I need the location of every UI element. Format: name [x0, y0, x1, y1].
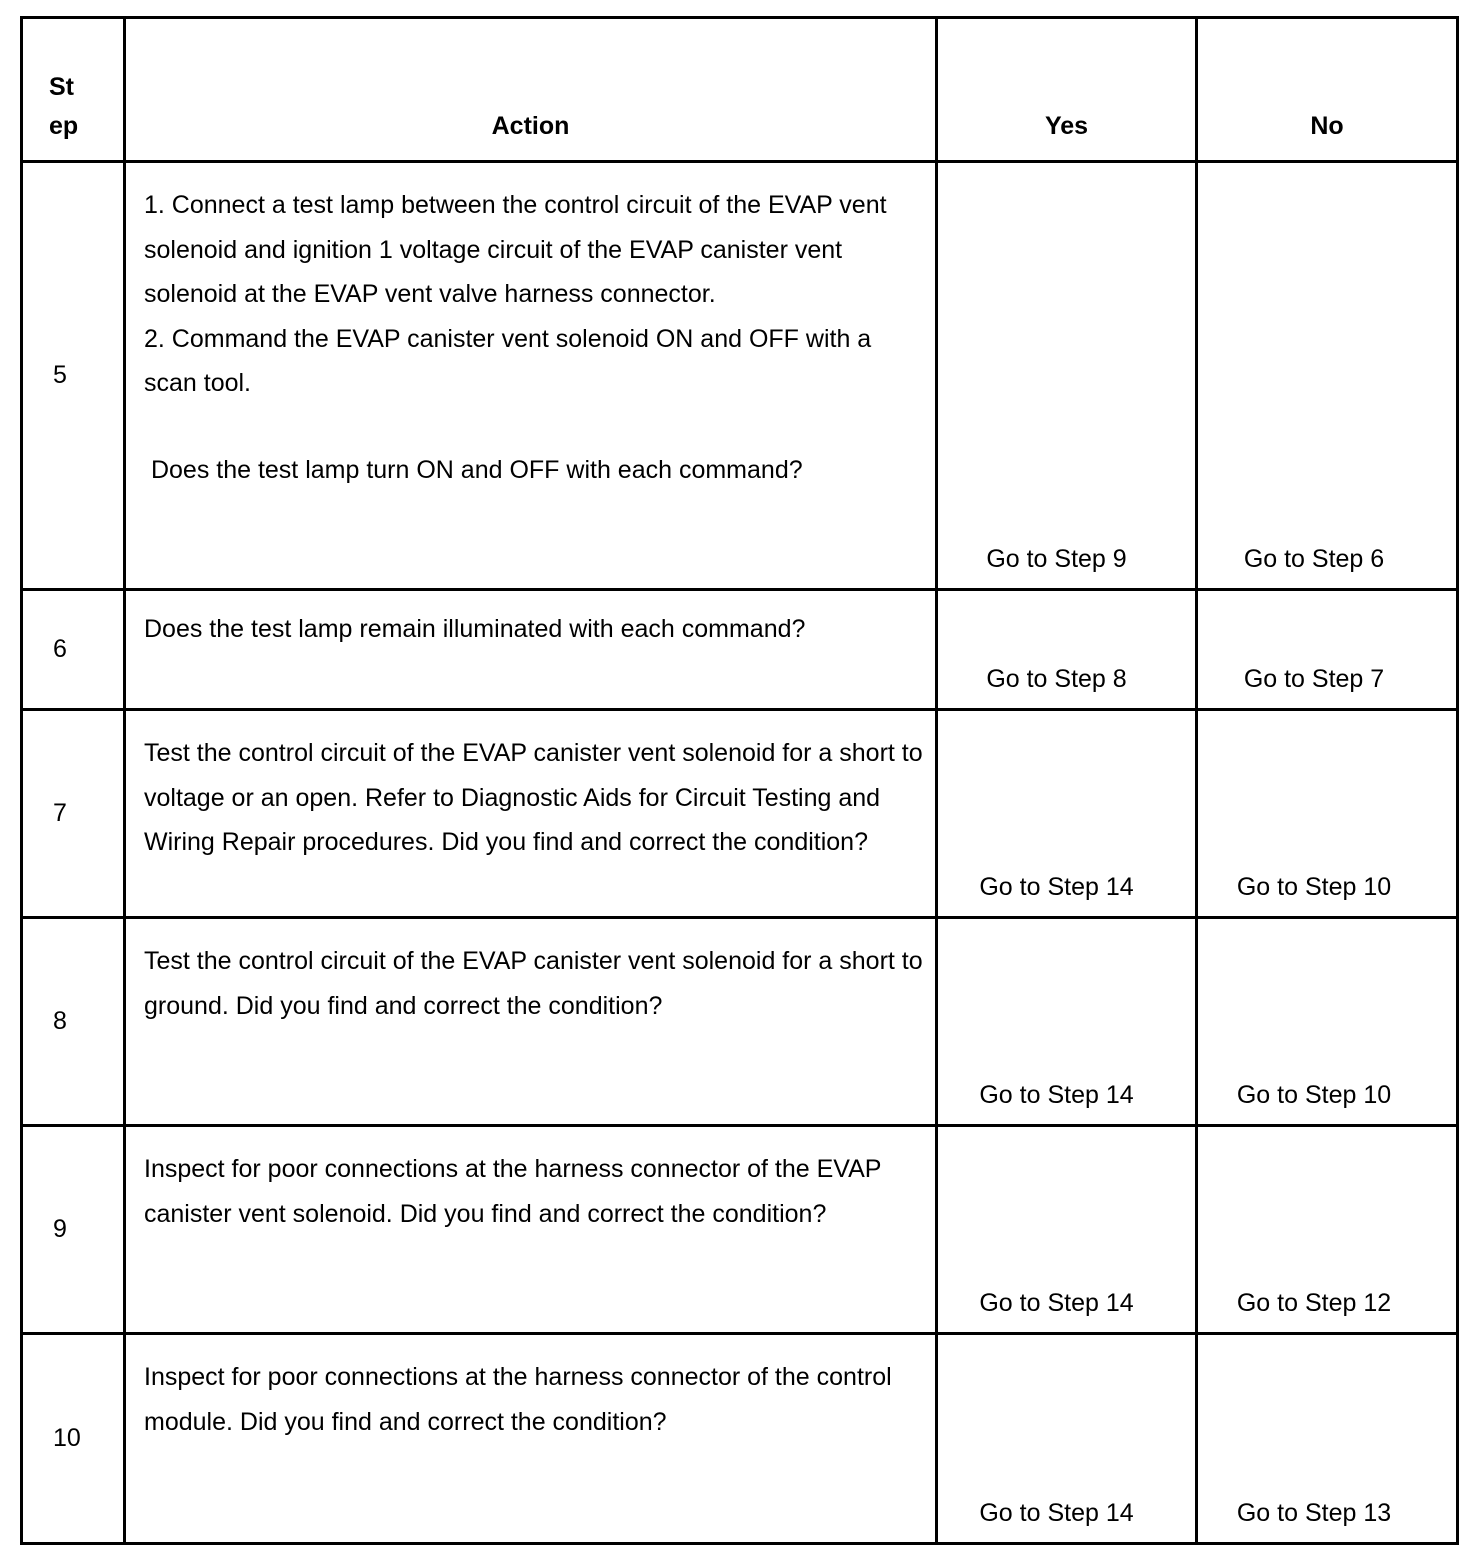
yes-cell: Go to Step 14 — [937, 1334, 1197, 1544]
no-cell: Go to Step 12 — [1197, 1126, 1458, 1334]
step-number: 9 — [22, 1126, 125, 1334]
yes-cell: Go to Step 8 — [937, 590, 1197, 710]
table-row — [22, 1126, 1458, 1334]
header-step-line2: ep — [49, 112, 79, 140]
header-step — [22, 18, 125, 162]
step-number: 5 — [22, 162, 125, 590]
header-row — [22, 18, 1458, 162]
action-question: Does the test lamp turn ON and OFF with each command? — [144, 455, 803, 484]
yes-cell: Go to Step 14 — [937, 918, 1197, 1126]
diagnostic-table — [20, 16, 1459, 1545]
step-number: 6 — [22, 590, 125, 710]
no-cell: Go to Step 13 — [1197, 1334, 1458, 1544]
action-cell — [125, 162, 937, 590]
table-row — [22, 1334, 1458, 1544]
table-row — [22, 162, 1458, 590]
action-cell: Inspect for poor connections at the harness connector of the EVAP canister vent solenoid. Did you find and correct the condition? — [125, 1126, 937, 1334]
no-cell: Go to Step 10 — [1197, 710, 1458, 918]
yes-cell: Go to Step 14 — [937, 710, 1197, 918]
step-number: 10 — [22, 1334, 125, 1544]
step-number: 8 — [22, 918, 125, 1126]
step-number: 7 — [22, 710, 125, 918]
action-cell: Test the control circuit of the EVAP canister vent solenoid for a short to ground. Did you find and correct the condition? — [125, 918, 937, 1126]
header-step-line1: St — [49, 73, 74, 101]
action-item: 1. Connect a test lamp between the control circuit of the EVAP vent solenoid and ignition 1 voltage circuit of the EVAP canister vent solenoid at the EVAP vent valve harness connector. — [144, 191, 887, 308]
action-item: 2. Command the EVAP canister vent solenoid ON and OFF with a scan tool. — [144, 324, 872, 397]
no-cell: Go to Step 7 — [1197, 590, 1458, 710]
action-cell: Does the test lamp remain illuminated with each command? — [125, 590, 937, 710]
yes-cell: Go to Step 14 — [937, 1126, 1197, 1334]
table-row — [22, 590, 1458, 710]
no-cell: Go to Step 6 — [1197, 162, 1458, 590]
header-yes: Yes — [937, 18, 1197, 162]
header-action: Action — [125, 18, 937, 162]
action-cell: Test the control circuit of the EVAP canister vent solenoid for a short to voltage or an open. Refer to Diagnostic Aids for Circuit Testing and Wiring Repair procedures. Did you find and correct the condition? — [125, 710, 937, 918]
yes-cell: Go to Step 9 — [937, 162, 1197, 590]
action-cell: Inspect for poor connections at the harness connector of the control module. Did you find and correct the condition? — [125, 1334, 937, 1544]
table-row — [22, 918, 1458, 1126]
table-row — [22, 710, 1458, 918]
no-cell: Go to Step 10 — [1197, 918, 1458, 1126]
header-no: No — [1197, 18, 1458, 162]
